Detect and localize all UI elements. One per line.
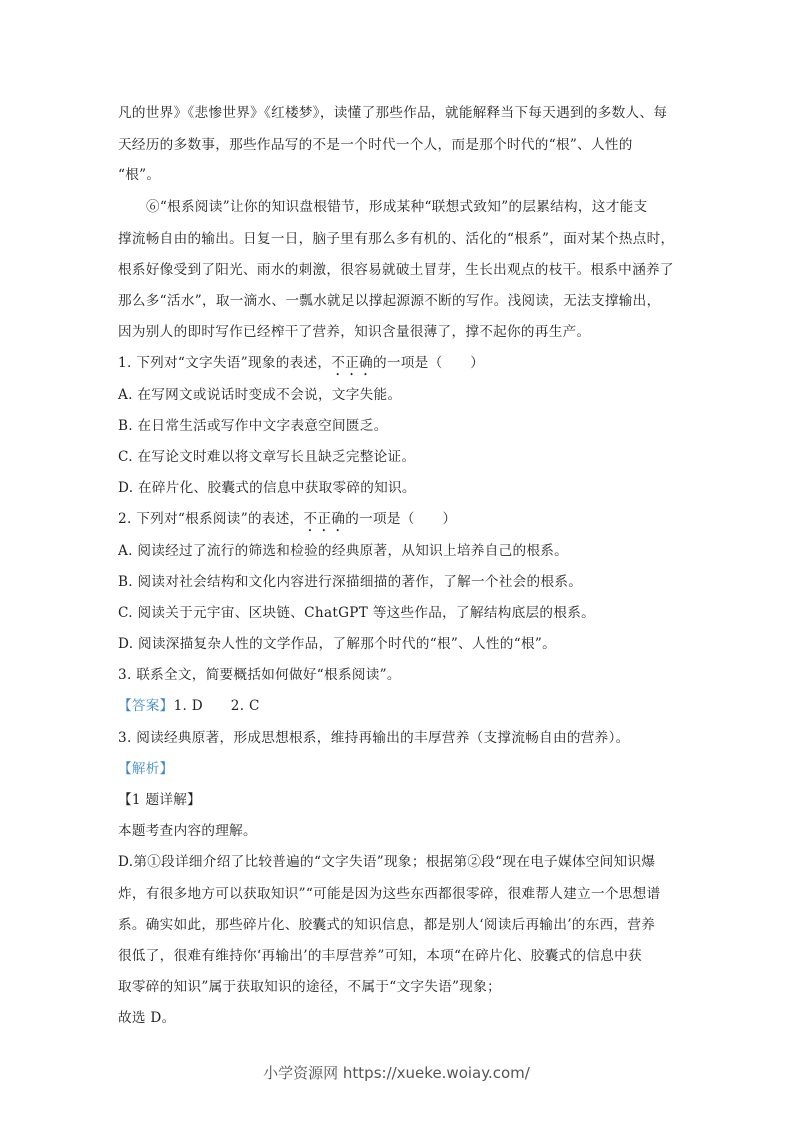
paragraph-6-line: 撑流畅自由的输出。日复一日，脑子里有那么多有机的、活化的“根系”，面对某个热点时，: [118, 231, 675, 247]
question-3-stem: 3. 联系全文，简要概括如何做好“根系阅读”。: [118, 667, 401, 683]
answer-text: 1. D 2. C: [173, 698, 260, 714]
question-2-option-d: D. 阅读深描复杂人性的文学作品，了解那个时代的“根”、人性的“根”。: [118, 636, 556, 652]
question-1-prefix: 1. 下列对“文字失语”现象的表述，: [118, 355, 332, 371]
analysis-subheading: 【1 题详解】: [118, 792, 202, 808]
question-2-option-b: B. 阅读对社会结构和文化内容进行深描细描的著作，了解一个社会的根系。: [118, 574, 583, 590]
analysis-line: D.第①段详细介绍了比较普遍的“文字失语”现象；根据第②段“现在电子媒体空间知识爆: [118, 854, 656, 870]
analysis-line: 很低了，很难有维持你‘再输出’的丰厚营养”可知，本项“在碎片化、胶囊式的信息中获: [118, 948, 642, 964]
question-2-prefix: 2. 下列对“根系阅读”的表述，: [118, 511, 304, 527]
paragraph-6-line: 因为别人的即时写作已经榨干了营养，知识含量很薄了，撑不起你的再生产。: [118, 324, 591, 340]
passage-line: “根”。: [118, 167, 161, 183]
analysis-conclusion: 故选 D。: [118, 1010, 176, 1026]
paragraph-6-line: ⑥“根系阅读”让你的知识盘根错节，形成某种“联想式致知”的层累结构，这才能支: [146, 199, 648, 215]
question-2-option-a: A. 阅读经过了流行的筛选和检验的经典原著，从知识上培养自己的根系。: [118, 543, 569, 559]
analysis-line: 系。确实如此，那些碎片化、胶囊式的知识信息，都是别人‘阅读后再输出’的东西，营养: [118, 917, 656, 933]
question-2-stem: [118, 510, 456, 535]
analysis-line: 炸，有很多地方可以获取知识”“可能是因为这些东西都很零碎，很难帮人建立一个思想谱: [118, 886, 661, 902]
passage-line: 天经历的多数事，那些作品写的不是一个时代一个人，而是那个时代的“根”、人性的: [118, 137, 633, 153]
answer-q3: 3. 阅读经典原著，形成思想根系，维持再输出的丰厚营养（支撑流畅自由的营养）。: [118, 730, 630, 746]
question-1-stem: [118, 354, 484, 379]
question-2-suffix: 的一项是（ ）: [345, 511, 457, 527]
paragraph-6-line: 根系好像受到了阳光、雨水的刺激，很容易就破土冒芽，生长出观点的枝干。根系中涵养了: [118, 262, 674, 278]
passage-line: 凡的世界》《悲惨世界》《红楼梦》，读懂了那些作品，就能解释当下每天遇到的多数人、每: [118, 105, 668, 121]
answer-line: [118, 697, 260, 715]
question-1-suffix: 的一项是（ ）: [373, 355, 485, 371]
question-2-emphasis: 不正确: [303, 511, 346, 527]
analysis-intro: 本题考查内容的理解。: [118, 823, 257, 839]
question-1-option-d: D. 在碎片化、胶囊式的信息中获取零碎的知识。: [118, 480, 416, 496]
paragraph-6-line: 那么多“活水”，取一滴水、一瓢水就足以撑起源源不断的写作。浅阅读，无法支撑输出，: [118, 293, 661, 309]
question-1-emphasis: 不正确: [331, 355, 373, 371]
footer-watermark: 小学资源网 https://xueke.woiay.com/: [263, 1064, 530, 1082]
analysis-line: 取零碎的知识”属于获取知识的途径，不属于“文字失语”现象；: [118, 979, 501, 995]
question-2-option-c: C. 阅读关于元宇宙、区块链、ChatGPT 等这些作品，了解结构底层的根系。: [118, 605, 595, 621]
question-1-option-b: B. 在日常生活或写作中文字表意空间匮乏。: [118, 418, 388, 434]
question-1-option-c: C. 在写论文时难以将文章写长且缺乏完整论证。: [118, 449, 416, 465]
answer-label: 【答案】: [118, 698, 174, 714]
analysis-label: 【解析】: [118, 761, 174, 777]
question-1-option-a: A. 在写网文或说话时变成不会说，文字失能。: [118, 387, 402, 403]
